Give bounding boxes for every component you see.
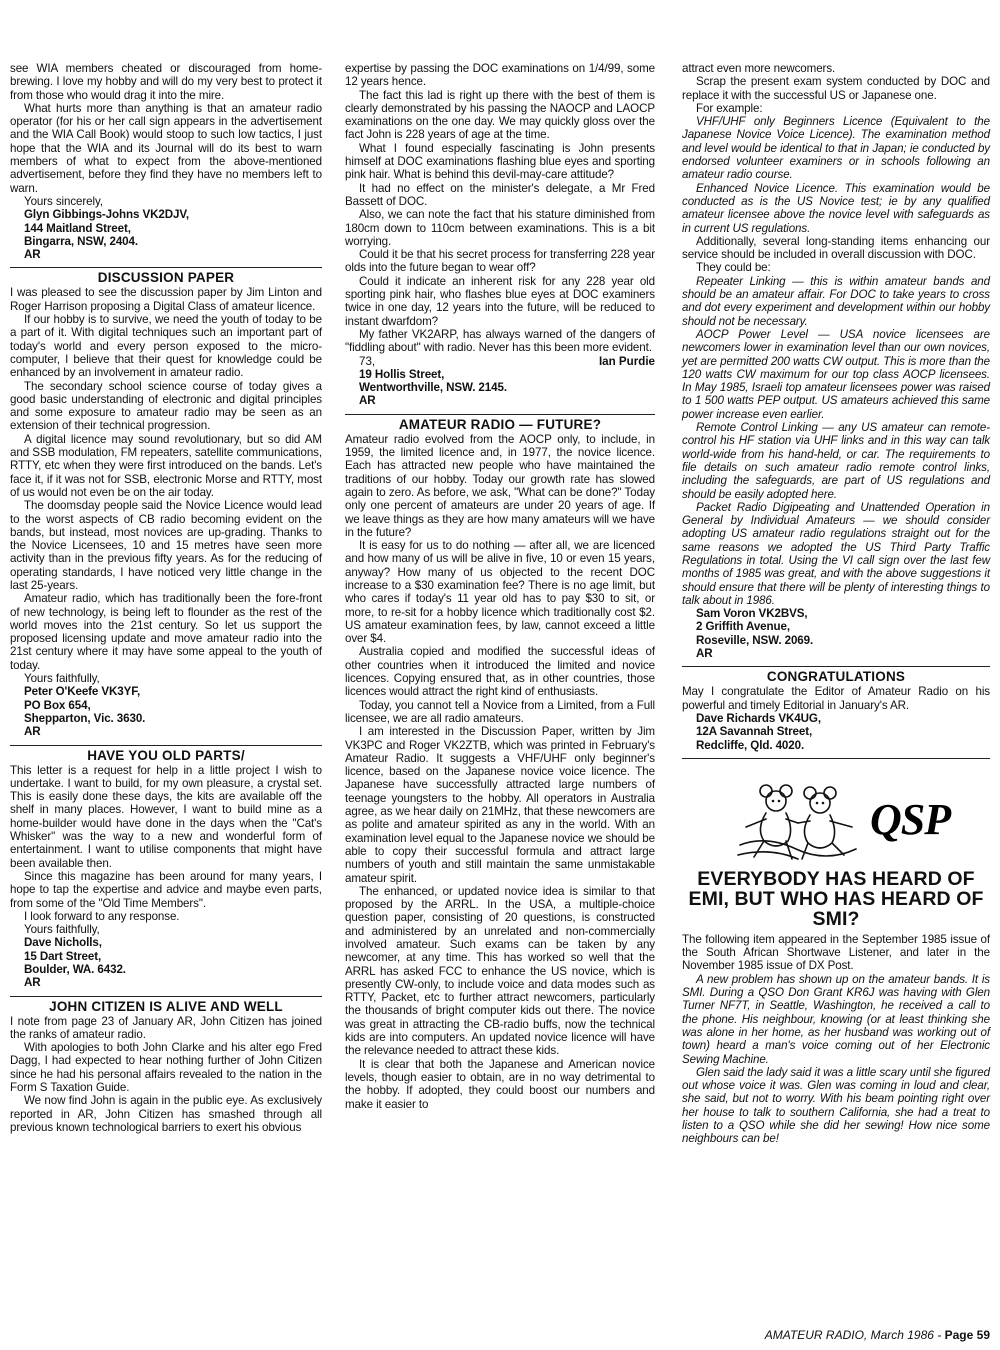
end-mark: AR xyxy=(359,394,376,408)
column-3 xyxy=(682,62,990,1146)
body-paragraph: With apologies to both John Clarke and his alter ego Fred Dagg, I had expected to hear nothing further of John Citizen since he had his personal affairs revealed to the nation in the Form S Taxation Guide. xyxy=(10,1041,322,1095)
body-paragraph: It is easy for us to do nothing — after all, we are licenced and how many of us will be alive in five, 10 or even 15 years, anyway? How many of us objected to the recent DOC increase to a $30 examination fee? There is no age limit, but who cares if today's 11 year old has to pay $30 to sit, or more, to re-sit for a hobby licence which traditionally cost $2. US amateur examination fees, by law, cannot exceed a little over $4. xyxy=(345,539,655,646)
body-paragraph: Today, you cannot tell a Novice from a Limited, from a Full licensee, we are all radio amateurs. xyxy=(345,698,655,725)
closing-line: 73, xyxy=(359,354,376,368)
closing-line: Yours sincerely, xyxy=(24,194,103,208)
qsp-banner xyxy=(682,779,990,865)
body-paragraph: The enhanced, or updated novice idea is similar to that proposed by the ARRL. In the USA, a multiple-choice question paper, consisting of 20 questions, is constructed and administered by an unrelated and non-commercially involved amateur. Such exams can be taken by any newcomer, at any time. This has worked so well that the ARRL has asked FCC to enhance the US novice, which is presently CW-only, to include voice and data modes such as RTTY, Packet, etc to further attract newcomers, particularly the thousands of bright computer kids out there. The novice was great in attracting the CB-radio buffs, now the technical kids are into computers. An updated novice licence will have the relevance needed to attract these kids. xyxy=(345,884,655,1058)
end-mark: AR xyxy=(696,647,713,661)
signature-name: Sam Voron VK2BVS, xyxy=(696,607,808,621)
signature-name: Ian Purdie xyxy=(598,354,655,368)
italic-paragraph: VHF/UHF only Beginners Licence (Equivalent to the Japanese Novice Voice Licence). The examination method and level would be identical to that in Japan; ie conducted by endorsed volunteer examiners or in schools following an amateur radio course. xyxy=(682,115,990,182)
section-divider xyxy=(10,267,322,268)
body-paragraph: The following item appeared in the September 1985 issue of the South African Shortwave Listener, and later in the November 1985 issue of DX Post. xyxy=(682,932,990,973)
italic-paragraph: Remote Control Linking — any US amateur can remote-control his HF station via UHF links and in this way can talk world-wide from his hand-held, or car. The requirements to file details on such amateur radio remote control links, including the safeguards, are part of US regulations and should be easily adopted here. xyxy=(682,421,990,501)
body-paragraph: They could be: xyxy=(696,261,771,275)
column-1 xyxy=(10,62,322,1134)
qsp-logo: QSP xyxy=(870,794,951,844)
signature-city: Boulder, WA. 6432. xyxy=(24,963,126,976)
signature-address: 144 Maitland Street, xyxy=(24,221,131,235)
body-paragraph: The fact this lad is right up there with the best of them is clearly demonstrated by his passing the NAOCP and LAOCP examinations on the one day. We may quickly gloss over the fact John is 228 years of age at the time. xyxy=(345,88,655,142)
body-paragraph: What I found especially fascinating is John presents himself at DOC examinations flashing blue eyes and sporting pink hair. What is behind this devil-may-care attitude? xyxy=(345,141,655,182)
closing-line: Yours faithfully, xyxy=(24,672,100,686)
page-footer xyxy=(765,1328,990,1342)
body-paragraph: The doomsday people said the Novice Licence would lead to the worst aspects of CB radio becoming evident on the bands, but instead, most novices are up-grading. Thanks to the Novice Licensees, 10 and 15 metres have seen more activity than in the previous fifty years. As for the reducing of operating standards, I have noticed very little change in the last 25-years. xyxy=(10,499,322,592)
body-paragraph: The secondary school science course of today gives a good basic understanding of electronic and digital principles and some exposure to amateur radio may be seen as an extension of their technical progression. xyxy=(10,379,322,433)
body-paragraph: Amateur radio evolved from the AOCP only, to include, in 1959, the limited licence and, in 1977, the novice licence. Each has attracted new people who have maintained the traditions of our hobby. Today our growth rate has slowed again to zero. As before, we ask, "What can be done?" Today only one percent of amateurs are under 20 years of age. If we leave things as they are how many amateurs will we have in the future? xyxy=(345,432,655,539)
body-paragraph: Amateur radio, which has traditionally been the fore-front of new technology, is being left to flounder as the rest of the world moves into the 21st century. So let us support the proposed licensing update and move amateur radio into the 21st century where it may have some appeal to the youth of today. xyxy=(10,592,322,672)
signature-name: Peter O'Keefe VK3YF, xyxy=(24,685,141,699)
body-paragraph: I was pleased to see the discussion paper by Jim Linton and Roger Harrison proposing a Digital Class of amateur licence. xyxy=(10,286,322,313)
section-divider xyxy=(10,745,322,746)
body-paragraph: May I congratulate the Editor of Amateur Radio on his powerful and timely Editorial in January's AR. xyxy=(682,685,990,712)
body-paragraph: My father VK2ARP, has always warned of the dangers of "fiddling about" with radio. Never has this been more evident. xyxy=(345,327,655,355)
body-paragraph: If our hobby is to survive, we need the youth of today to be a part of it. With digital techniques such an important part of today's world and every person exposed to the micro-computer, I believe that their quest for knowledge could be enhanced by an involvement in amateur radio. xyxy=(10,313,322,380)
body-paragraph: attract even more newcomers. xyxy=(682,62,836,75)
body-paragraph: This letter is a request for help in a little project I wish to undertake. I want to build, for my own pleasure, a crystal set. This is easily done these days, the kits are available off the shelf in many places. However, I want to build mine as a home-builder would have done in the days when the "Cat's Whisker" was the way to a new and wonderful form of entertainment. I want to utilise components that might have been available then. xyxy=(10,763,322,870)
closing-line: Yours faithfully, xyxy=(24,923,100,937)
italic-paragraph: AOCP Power Level — USA novice licensees are newcomers lower in examination level than our own novices, yet are permitted 200 watts CW output. This is more than the 120 watts CW maximum for our top class AOCP licensees. In May 1985, Israeli top amateur licensees power was raised to 1 500 watts PEP output. US amateurs achieved this same power increase even earlier. xyxy=(682,327,990,421)
italic-paragraph: A new problem has shown up on the amateur bands. It is SMI. During a QSO Don Grant KR6J was having with Glen Turner NF7T, in Seattle, Washington, he received a call to the phone. His neighbour, knowing (or at least thinking she was alone in her home, as her husband was working out of town) heard a man's voice coming out of her Electronic Sewing Machine. xyxy=(682,972,990,1066)
magazine-name: AMATEUR RADIO, xyxy=(764,1328,868,1342)
column-2 xyxy=(345,62,655,1111)
section-divider xyxy=(345,414,655,415)
dancing-mice-illustration xyxy=(736,779,860,865)
italic-paragraph: Enhanced Novice Licence. This examination would be conducted as is the US Novice test; ie by any qualified amateur licensee above the novice level with safeguards as in current US regulations. xyxy=(682,181,990,235)
section-heading: CONGRATULATIONS xyxy=(766,669,906,685)
body-paragraph: Scrap the present exam system conducted by DOC and replace it with the successful US or Japanese one. xyxy=(682,75,990,102)
section-heading: DISCUSSION PAPER xyxy=(97,270,235,286)
body-paragraph: It had no effect on the minister's delegate, a Mr Fred Bassett of DOC. xyxy=(345,181,655,208)
body-paragraph: It is clear that both the Japanese and American novice levels, though easier to obtain, are in no way detrimental to the hobby. If adopted, they could boost our numbers and make it easier to xyxy=(345,1057,655,1111)
body-paragraph: I am interested in the Discussion Paper, written by Jim VK3PC and Roger VK2ZTB, which was printed in February's Amateur Radio. It suggests a VHF/UHF only beginner's licence, based on the Japanese novice voice licence. The Japanese have successfully attracted large numbers of teenage youngsters to the hobby. All operators in Australia agree, as we hear daily on 21MHz, that these newcomers are as polite and amateur spirited as any in the world. With an examination level equal to the Japanese novice we should be able to copy their successful formula and attract large numbers of youth and still maintain the same unmistakable amateur spirit. xyxy=(345,725,655,885)
body-paragraph: expertise by passing the DOC examinations on 1/4/99, some 12 years hence. xyxy=(345,62,655,89)
body-paragraph: What hurts more than anything is that an amateur radio operator (for his or her call sign appears in the advertisement and the WIA Call Book) would stoop to such low tactics, I just hope that the WIA and its Journal will do its best to warn members of what to expect from the above-mentioned advertisement, before they find they have no members left to warn. xyxy=(10,101,322,195)
body-paragraph: I note from page 23 of January AR, John Citizen has joined the ranks of amateur radio. xyxy=(10,1014,322,1041)
signature-name: Dave Nicholls, xyxy=(24,936,102,950)
end-mark: AR xyxy=(24,248,41,262)
section-heading: AMATEUR RADIO — FUTURE? xyxy=(398,416,602,432)
end-mark: AR xyxy=(24,976,41,990)
signature-address: 15 Dart Street, xyxy=(24,949,102,963)
signature-name: Dave Richards VK4UG, xyxy=(696,711,821,725)
signature-name: Glyn Gibbings-Johns VK2DJV, xyxy=(24,208,190,222)
italic-paragraph: Repeater Linking — this is within amateur bands and should be an amateur affair. For DOC to take years to cross and dot every experiment and development within our hobby should not be necessary. xyxy=(682,274,990,328)
body-paragraph: A digital licence may sound revolutionary, but so did AM and SSB modulation, FM repeaters, satellite communications, RTTY, etc when they were first introduced on the bands. Let's face it, if it was not for SSB, electronic Morse and RTTY, most of us would not even be on the air today. xyxy=(10,432,322,499)
body-paragraph: Could it be that his secret process for transferring 228 year olds into the future began to wear off? xyxy=(345,248,655,275)
signature-address: 12A Savannah Street, xyxy=(696,725,813,739)
body-paragraph: Also, we can note the fact that his stature diminished from 180cm down to 110cm between examinations. This is a bit worrying. xyxy=(345,208,655,248)
issue-date: March 1986 - xyxy=(867,1328,945,1342)
signature-address: 19 Hollis Street, xyxy=(359,367,445,381)
section-divider xyxy=(682,666,990,667)
signoff-row xyxy=(345,355,655,368)
signature-address: PO Box 654, xyxy=(24,698,91,712)
body-paragraph: see WIA members cheated or discouraged from home-brewing. I love my hobby and will do my very best to protect it from those who would drag it into the mire. xyxy=(10,62,322,102)
signature-city: Shepparton, Vic. 3630. xyxy=(24,711,146,725)
body-paragraph: I look forward to any response. xyxy=(24,909,180,923)
section-heading: EVERYBODY HAS HEARD OF EMI, BUT WHO HAS HEARD OF SMI? xyxy=(688,867,984,930)
section-heading: JOHN CITIZEN IS ALIVE AND WELL xyxy=(49,998,283,1014)
end-mark: AR xyxy=(24,725,41,739)
body-paragraph: Additionally, several long-standing items enhancing our service should be included in overall discussion with DOC. xyxy=(682,234,990,262)
italic-paragraph: Packet Radio Digipeating and Unattended Operation in General by Individual Amateurs — we should consider adopting US amateur radio regulations straight out for the same reasons we adopted the US Third Party Traffic Regulations in total. Using the VI call sign over the last few months of 1985 was great, and with the above suggestions it should ensure that there will be plenty of interesting things to talk about in 1986. xyxy=(682,500,990,607)
italic-paragraph: Glen said the lady said it was a little scary until she figured out whose voice it was. Glen was coming in loud and clear, she said, but not to worry. With his beam pointing right over her house to talk to southern California, she had a treat to listen to a QSO while she did her sewing! How nice some neighbours can be! xyxy=(682,1065,990,1146)
section-heading: HAVE YOU OLD PARTS/ xyxy=(87,747,245,763)
signature-city: Wentworthville, NSW. 2145. xyxy=(359,381,507,395)
section-divider xyxy=(10,996,322,997)
body-paragraph: Since this magazine has been around for many years, I hope to tap the expertise and advice and maybe even parts, from some of the "Old Time Members". xyxy=(10,869,322,910)
body-paragraph: Australia copied and modified the successful ideas of other countries when it introduced the limited and novice licences. Copying ensured that, as in other countries, those licences would attract the right kind of enthusiasts. xyxy=(345,645,655,699)
signature-city: Bingarra, NSW, 2404. xyxy=(24,234,138,248)
body-paragraph: Could it indicate an inherent risk for any 228 year old sporting pink hair, who flashes blue eyes at DOC examiners twice in one day, 12 years into the future, will be reduced to instant dwarfdom? xyxy=(345,274,655,328)
body-paragraph: For example: xyxy=(696,101,763,115)
body-paragraph: We now find John is again in the public eye. As exclusively reported in AR, John Citizen has smashed through all previous known technological barriers to exert his obvious xyxy=(10,1094,322,1134)
signature-address: 2 Griffith Avenue, xyxy=(696,620,790,634)
page-number: Page 59 xyxy=(944,1328,990,1342)
section-divider xyxy=(682,758,990,759)
signature-city: Roseville, NSW. 2069. xyxy=(696,633,814,647)
signature-city: Redcliffe, Qld. 4020. xyxy=(696,738,805,752)
